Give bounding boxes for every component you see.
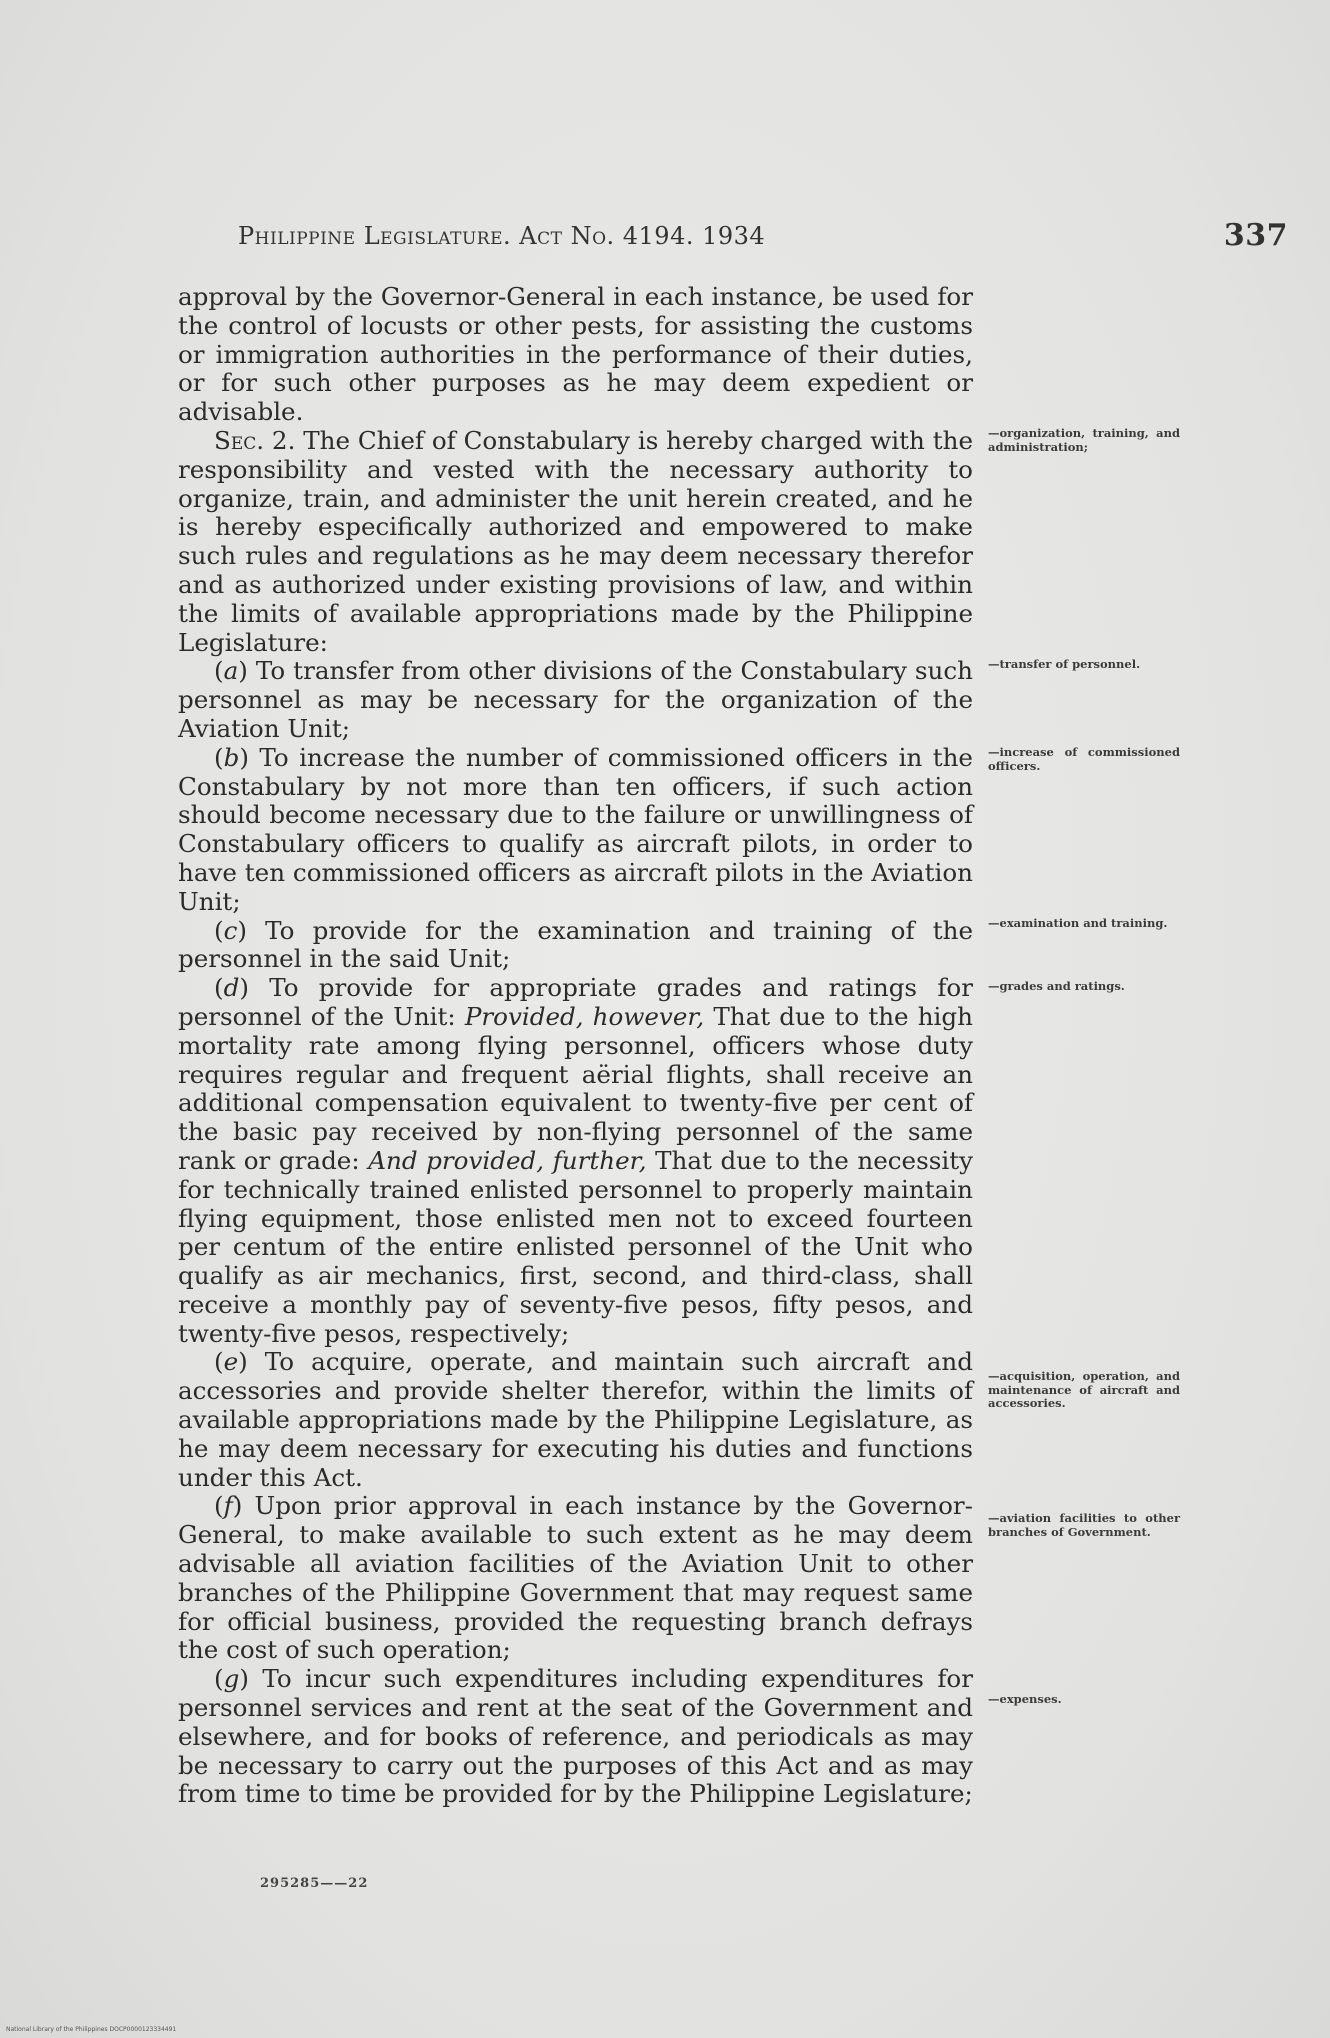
text-run: (: [214, 1347, 224, 1377]
running-header: [238, 218, 1288, 253]
sidenote-transfer: —transfer of personnel.: [988, 657, 1141, 671]
text-run: approval by the Governor-General in each instance, be used for the control of locusts or other pests, for assisting the customs or immigration authorities in the performance of their duties, or for such other purposes as he may deem expedient or advisable.: [178, 282, 973, 427]
paragraph-b: [178, 744, 973, 917]
paragraph-a: [178, 657, 973, 743]
text-run: ) To incur such expenditures including expenditures for personnel services and rent at the seat of the Government and elsewhere, and for books of reference, and periodicals as may be necessary to carry out the purposes of this Act and as may from time to time be provided for by the Philippine Legislature;: [178, 1664, 973, 1809]
text-run: (: [214, 915, 224, 945]
text-run: . 2. The Chief of Constabulary is hereby charged with the responsibility and vested with the necessary authority to organize, train, and administer the unit herein created, and he is hereby especifically authorized and empowered to make such rules and regulations as he may deem necessary therefor and as authorized under existing provisions of law, and within the limits of available appropriations made by the Philippine Legislature:: [178, 425, 973, 657]
text-run: c: [223, 915, 238, 945]
text-run: ) To provide for appropriate grades and ratings for personnel of the Unit:: [178, 973, 973, 1031]
text-run: ) To increase the number of commissioned officers in the Constabulary by not more than ten officers, if such action should become necessary due to the failure or unwillingness of Constabulary officers to qualify as aircraft pilots, in order to have ten commissioned officers as aircraft pilots in the Aviation Unit;: [178, 742, 973, 916]
text-run: d: [223, 973, 240, 1003]
text-run: g: [223, 1664, 240, 1694]
paragraph-e: [178, 1348, 973, 1492]
text-run: ) To transfer from other divisions of the Constabulary such personnel as may be necessary for the organization of the Aviation Unit;: [178, 656, 973, 743]
sidenote-examination: —examination and training.: [988, 916, 1168, 930]
sidenote-organization: —organization, training, and administration;: [988, 426, 1180, 454]
text-run: f: [223, 1491, 233, 1521]
text-run: ) Upon prior approval in each instance by the Governor-General, to make available to such extent as he may deem advisable all aviation facilities of the Aviation Unit to other branches of the Philippine Government that may request same for official business, provided the requesting branch defrays the cost of such operation;: [178, 1491, 973, 1665]
text-run: That due to the necessity for technically trained enlisted personnel to properly maintain flying equipment, those enlisted men not to exceed fourteen per centum of the entire enlisted personnel of the Unit who qualify as air mechanics, first, second, and third-class, shall receive a monthly pay of seventy-five pesos, fifty pesos, and twenty-five pesos, respectively;: [178, 1145, 973, 1348]
text-run: (: [214, 973, 224, 1003]
paragraph-c: [178, 917, 973, 975]
text-run: (: [214, 742, 224, 772]
sidenote-acquisition: —acquisition, operation, and maintenance of aircraft and accessories.: [988, 1369, 1180, 1410]
text-run: b: [223, 742, 240, 772]
running-title: Philippine Legislature. Act No. 4194. 1934: [238, 222, 766, 250]
sidenote-expenses: —expenses.: [988, 1692, 1062, 1706]
signature-mark: 295285——22: [260, 1876, 369, 1891]
text-run: And provided, further,: [368, 1145, 647, 1175]
text-run: a: [223, 656, 239, 686]
paragraph-sec2: [178, 427, 973, 657]
text-run: e: [223, 1347, 239, 1377]
text-run: Sec: [214, 425, 257, 455]
paragraph-d: [178, 974, 973, 1348]
sidenote-increase: —increase of commissioned officers.: [988, 745, 1180, 773]
text-run: (: [214, 1491, 224, 1521]
text-run: ) To acquire, operate, and maintain such aircraft and accessories and provide shelter therefor, within the limits of available appropriations made by the Philippine Legislature, as he may deem necessary for executing his duties and functions under this Act.: [178, 1347, 973, 1492]
text-run: ) To provide for the examination and training of the personnel in the said Unit;: [178, 915, 973, 974]
text-run: Provided, however,: [464, 1001, 705, 1031]
paragraph-g: [178, 1665, 973, 1809]
sidenote-grades: —grades and ratings.: [988, 979, 1125, 993]
scan-credit: National Library of the Philippines DOCP0000123334491: [6, 2026, 177, 2033]
text-run: That due to the high mortality rate among flying personnel, officers whose duty requires regular and frequent aërial flights, shall receive an additional compensation equivalent to twenty-five per cent of the basic pay received by non-flying personnel of the same rank or grade:: [178, 1001, 973, 1175]
body-text: [178, 283, 973, 1809]
sidenote-aviation-facilities: —aviation facilities to other branches of Government.: [988, 1511, 1180, 1539]
text-run: (: [214, 1664, 224, 1694]
page-number: 337: [1223, 218, 1288, 253]
paragraph-f: [178, 1492, 973, 1665]
text-run: (: [214, 656, 224, 686]
paragraph-intro: [178, 283, 973, 427]
